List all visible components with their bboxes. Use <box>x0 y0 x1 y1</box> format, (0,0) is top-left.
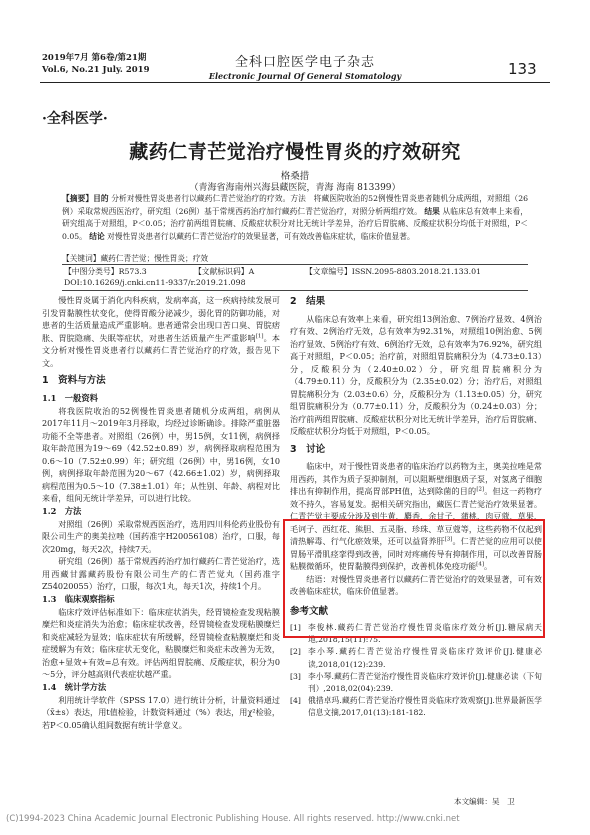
abstract-result-label: 结果 <box>424 206 440 216</box>
abstract-label: 【摘要】目的 <box>62 194 109 203</box>
journal-title-cn: 全科口腔医学电子杂志 <box>234 55 375 70</box>
reference-number: [2] <box>290 647 301 657</box>
reference-item <box>290 671 542 695</box>
copyright-footer: (C)1994-2023 China Academic Journal Electronic Publishing House. All rights reserved. http://www.cnki.net <box>6 814 460 824</box>
discussion-ref-1: [2] <box>476 486 485 493</box>
discussion-text-4: 。 <box>483 561 493 571</box>
heading-methods: 1 资料与方法 <box>42 375 106 386</box>
journal-title <box>170 51 440 81</box>
heading-discussion: 3 讨论 <box>290 443 326 455</box>
author: 格桑措 <box>280 171 310 182</box>
heading-results: 2 结果 <box>290 296 326 307</box>
heading-references: 参考文献 <box>290 605 329 617</box>
intro-ref: [1] <box>255 332 264 339</box>
intro-text-1: 慢性胃炎属于消化内科疾病，发病率高，这一疾病持续发展可引发胃黏膜性状变化，使得胃酸分泌减少，弱化胃的防御功能，对患者的生活质量造成严重影响。患者通常会出现口苦口臭、胃脘痞胀、胃脘隐痛、失眠等症状，对患者生活质量产生严重影响 <box>42 295 280 343</box>
intro-paragraph <box>42 294 280 369</box>
right-column <box>290 294 542 720</box>
meta-rule-bottom <box>62 290 528 291</box>
heading-method: 1.2 方法 <box>42 505 82 516</box>
reference-text: 李小琴.藏药仁青芒觉治疗慢性胃炎临床疗效评价[J].健康必读,2018,01(12):239. <box>308 647 542 669</box>
reference-text: 李小琴.藏药仁青芒觉治疗慢性胃炎临床疗效评价[J].健康必读（下旬刊）,2018,02(04):239. <box>308 671 542 694</box>
method-paragraph-1: 对照组（26例）采取常规西医治疗，选用四川科伦药业股份有限公司生产的奥美拉唑（国药准字H20056108）治疗，口服，每次20mg，每天2次，持续7天。 <box>42 518 280 554</box>
left-column <box>42 294 280 731</box>
heading-general: 1.1 一般资料 <box>42 392 98 403</box>
paper-title: 藏药仁青芒觉治疗慢性胃炎的疗效研究 <box>129 141 461 163</box>
discussion-text-3: 。仁青芒觉的应用可以使胃肠平滑肌痉挛得到改善，同时对疼痛传导有抑制作用，可以改善胃肠粘膜微循环，使胃黏膜得到保护，改善机体免疫功能 <box>290 536 542 571</box>
section-tag: ·全科医学· <box>42 111 108 127</box>
results-paragraph: 从临床总有效率上来看，研究组13例治愈、7例治疗显效、4例治疗有效、2例治疗无效，总有效率为92.31%，对照组10例治愈、5例治疗显效、5例治疗有效、6例治疗无效，总有效率为76.92%，研究组高于对照组，P＜0.05；治疗前，对照组胃脘痛积分为（4.73±0.13）分，反酸积分为（2.40±0.02）分，研究组胃脘痛积分为（4.79±0.11）分，反酸积分为（2.35±0.02）分；治疗后，对照组胃脘痛积分为（2.03±0.6）分，反酸积分为（1.13±0.05）分，研究组胃脘痛积分为（0.77±0.11）分，反酸积分为（0.24±0.03）分；治疗前两组胃脘痛、反酸症状积分对比无统计学差异，治疗后胃脘痛、反酸症状积分均低于对照组，P＜0.05。 <box>290 313 542 436</box>
discussion-ref-3: [4] <box>476 561 484 568</box>
reference-number: [4] <box>290 696 301 706</box>
heading-statistics: 1.4 统计学方法 <box>42 681 107 692</box>
abstract-conclusion-text: 对慢性胃炎患者行以藏药仁青芒觉治疗的效果显著，可有效改善临床症状，临床价值显著。 <box>107 231 415 241</box>
page-number: 133 <box>508 60 537 78</box>
meta-rule-top <box>62 264 528 265</box>
abstract <box>62 193 528 243</box>
reference-number: [1] <box>290 623 301 632</box>
conclusion-paragraph: 结语：对慢性胃炎患者行以藏药仁青芒觉治疗的效果显著，可有效改善临床症状，临床价值显著。 <box>290 573 542 596</box>
article-number: 【文章编号】ISSN.2095-8803.2018.21.133.01 <box>305 267 482 276</box>
reference-text: 俄措卓玛.藏药仁青芒觉治疗慢性胃炎临床疗效观察[J].世界最新医学信息文摘,2017,01(13):181-182. <box>308 696 542 718</box>
affiliation: （青海省海南州兴海县藏医院，青海 海南 813399） <box>189 183 401 193</box>
reference-number: [3] <box>290 671 301 681</box>
discussion-ref-2: [3] <box>444 536 453 543</box>
highlight-annotation-box <box>283 519 545 638</box>
abstract-conclusion-label: 结论 <box>89 231 105 241</box>
discussion-text-2: 。但这一药物疗效不持久，容易复发。据相关研究指出，藏医仁青芒觉治疗效果显著。仁青芒觉主要成分涉及到牛黄、麝香、余甘子、蒲桃、肉豆蔻、草果、毛诃子、西红花、熊胆、五灵脂、珍珠、草豆蔻等，这些药物不仅起到清热解毒、行气化瘀效果，还可以益肾养肝 <box>290 486 542 546</box>
heading-observation: 1.3 临床观察指标 <box>42 593 115 604</box>
method-paragraph-2: 研究组（26例）基于常规西药治疗加行藏药仁青芒觉治疗，选用西藏甘露藏药股份有限公司生产的仁青芒觉丸（国药准字Z54020055）治疗，口服，每次1丸，每天1次，持续1个月。 <box>42 556 280 591</box>
issue-cn: 2019年7月 第6卷/第21期 <box>42 53 147 63</box>
abstract-result-text: 从临床总有效率上来看，研究组高于对照组，P＜0.05；治疗前两组胃脘痛、反酸症状积分对比无统计学差异，治疗后胃脘痛、反酸症状积分均低于对照组，P＜0.05。 <box>62 206 528 241</box>
editor-note: 本文编辑：吴 卫 <box>454 797 515 806</box>
reference-item <box>290 695 542 719</box>
abstract-text: 分析对慢性胃炎患者行以藏药仁青芒觉治疗的疗效。方法 将藏医院收治的52例慢性胃炎患者随机分成两组，对照组（26例）采取常规西医治疗，研究组（26例）基于常规西药治疗加行藏药仁青芒觉治疗，对照分析两组疗效。 <box>62 194 528 216</box>
general-paragraph: 将我医院收治的52例慢性胃炎患者随机分成两组，病例从2017年11月～2019年3月择取，均经过诊断确诊。排除严重脏器功能不全等患者。对照组（26例）中，男15例，女11例，病例择取年龄范围为19～69（42.52±0.89）岁，病例择取病程范围为0.6～10（7.52±0.99）年；研究组（26例）中，男16例，女10例，病例择取年龄范围为20～67（42.66±1.02）岁，病例择取病程范围为0.5～10（7.38±1.01）年；从性别、年龄、病程对比来看，组间无统计学差异，可以进行比较。 <box>42 405 280 503</box>
keywords: 【关键词】藏药仁青芒觉；慢性胃炎；疗效 <box>62 254 209 263</box>
clc-number: 【中图分类号】R573.3 <box>64 267 147 276</box>
document-code: 【文献标识码】A <box>194 267 255 276</box>
statistics-paragraph: 利用统计学软件（SPSS 17.0）进行统计分析，计量资料通过（x̄±s）表达，用t值检验，计数资料通过（%）表达，用χ²检验，若P＜0.05确认组间数据有统计学意义。 <box>42 694 280 730</box>
header-rule <box>40 82 550 83</box>
issue-info <box>42 53 150 76</box>
discussion-text-1: 临床中，对于慢性胃炎患者的临床治疗以药物为主，奥美拉唑是常用西药，其作为质子泵抑制剂，可以阻断壁细胞质子泵，对氢离子细胞排出有抑制作用，提高胃部PH值，达到除菌的目的 <box>290 461 542 496</box>
reference-item <box>290 646 542 670</box>
issue-en: Vol.6, No.21 July. 2019 <box>42 64 150 75</box>
journal-title-en: Electronic Journal Of General Stomatology <box>208 71 402 81</box>
observation-paragraph: 临床疗效评估标准如下：临床症状消失，经胃镜检查发现粘膜糜烂和炎症消失为治愈；临床症状改善，经胃镜检查发现粘膜糜烂和炎症减轻为显效；临床症状有所缓解，经胃镜检查粘膜糜烂和炎症缓解为有效；临床症状无变化，粘膜糜烂和炎症未改善为无效，治愈+显效+有效=总有效。评估两组胃脘痛、反酸症状，积分为0～5分，评分越高则代表症状越严重。 <box>42 606 280 679</box>
doi: DOI:10.16269/j.cnki.cn11-9337/r.2019.21.098 <box>64 278 246 287</box>
reference-text: 李俊林.藏药仁青芒觉治疗慢性胃炎临床疗效分析[J].糖尿病天地,2018,15(11):75. <box>308 623 542 645</box>
intro-text-2: 。本文分析对慢性胃炎患者行以藏药仁青芒觉治疗的疗效，报告见下文。 <box>42 332 280 368</box>
